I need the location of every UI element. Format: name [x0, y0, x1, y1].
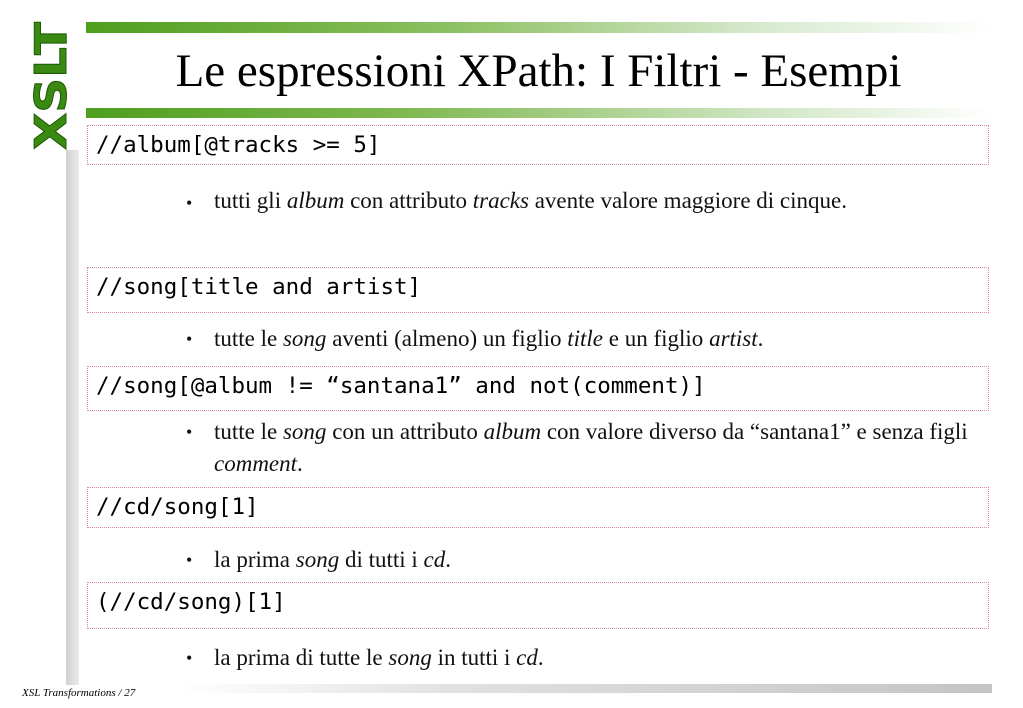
italic-term: artist: [709, 326, 758, 351]
text-run: avente valore maggiore di cinque.: [528, 188, 847, 213]
description-1: [186, 180, 986, 222]
description-text: [214, 322, 986, 356]
code-box-1: //album[@tracks >= 5]: [87, 125, 989, 165]
bullet-dot: •: [186, 329, 193, 349]
text-run: tutti gli: [214, 188, 287, 213]
description-text: [214, 544, 986, 576]
italic-term: song: [282, 326, 327, 351]
description-5: [186, 642, 986, 674]
bullet-dot: •: [186, 422, 193, 442]
description-text: [214, 416, 986, 480]
description-text: [214, 180, 986, 222]
bottom-accent-bar: [178, 684, 992, 693]
italic-term: tracks: [472, 188, 529, 213]
text-run: la prima di tutte le: [214, 645, 389, 670]
italic-term: cd: [516, 645, 538, 670]
code-box-3: //song[@album != “santana1” and not(comment)]: [87, 366, 989, 411]
text-run: .: [537, 645, 544, 670]
italic-term: comment: [214, 451, 298, 476]
code-box-5: (//cd/song)[1]: [87, 582, 989, 629]
description-text: [214, 642, 986, 674]
code-box-4: //cd/song[1]: [87, 487, 989, 528]
text-run: tutte le: [214, 326, 283, 351]
code-box-2: //song[title and artist]: [87, 267, 989, 313]
italic-term: song: [388, 645, 432, 670]
italic-term: title: [567, 326, 604, 351]
italic-term: song: [295, 547, 340, 572]
text-run: .: [757, 326, 764, 351]
text-run: con valore diverso da “santana1” e senza figli: [541, 419, 968, 444]
text-run: aventi (almeno) un figlio: [326, 326, 568, 351]
italic-term: cd: [423, 547, 446, 572]
slide-footer: XSL Transformations / 27: [22, 687, 136, 699]
xslt-logo-graphic: [4, 14, 80, 154]
side-accent-bar: [66, 150, 79, 685]
text-run: .: [445, 547, 452, 572]
text-run: con attributo: [344, 188, 473, 213]
xslt-logo: [4, 14, 80, 154]
description-4: [186, 544, 986, 576]
italic-term: song: [282, 419, 327, 444]
text-run: tutte le: [214, 419, 283, 444]
bullet-dot: •: [186, 193, 193, 213]
title-underline-bar: [86, 108, 991, 118]
text-run: la prima: [214, 547, 296, 572]
text-run: in tutti i: [431, 645, 517, 670]
text-run: e un figlio: [603, 326, 710, 351]
text-run: con un attributo: [326, 419, 484, 444]
logo-text: XSLT: [26, 33, 77, 150]
text-run: di tutti i: [339, 547, 424, 572]
bullet-dot: •: [186, 550, 193, 570]
description-2: [186, 322, 986, 356]
italic-term: album: [286, 188, 345, 213]
text-run: .: [297, 451, 303, 476]
bullet-dot: •: [186, 648, 193, 668]
slide-title: Le espressioni XPath: I Filtri - Esempi: [175, 45, 902, 97]
top-accent-bar: [86, 22, 991, 33]
italic-term: album: [483, 419, 542, 444]
description-3: [186, 416, 986, 480]
